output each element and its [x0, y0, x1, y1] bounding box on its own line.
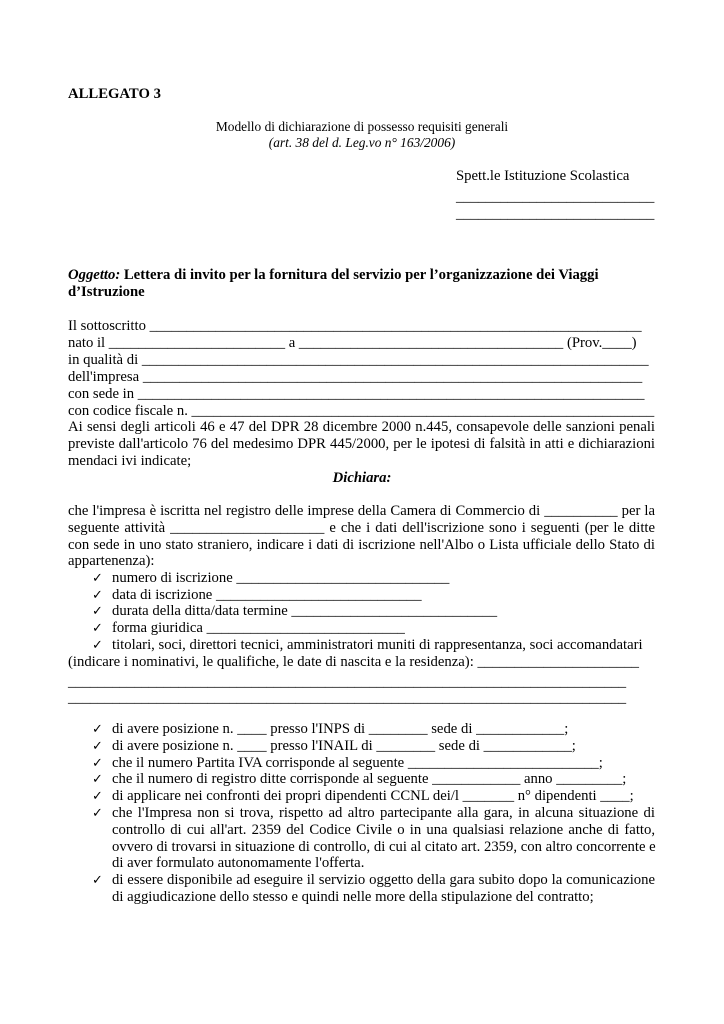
check-icon: ✓	[92, 620, 103, 635]
registration-item: titolari, soci, direttori tecnici, amministratori muniti di rappresentanza, soci accomandatari	[112, 637, 643, 653]
form-field-line: dell'impresa ____________________________________________________________________	[68, 369, 643, 385]
subject-label: Oggetto:	[68, 267, 121, 283]
registration-item: data di iscrizione ____________________________	[112, 587, 422, 603]
check-icon: ✓	[92, 754, 103, 770]
law-reference: (art. 38 del d. Leg.vo n° 163/2006)	[268, 135, 456, 150]
check-icon: ✓	[92, 570, 103, 585]
declaration-line: di essere disponibile ad eseguire il servizio oggetto della gara subito dopo la comunicazione	[112, 872, 655, 889]
declaration-line: di applicare nei confronti dei propri dipendenti CCNL dei/l _______ n° dipendenti ____;	[112, 788, 634, 805]
declares-heading: Dichiara:	[332, 470, 392, 486]
check-icon: ✓	[92, 721, 103, 736]
recipient-line: ___________________________	[456, 189, 655, 205]
check-icon: ✓	[92, 737, 103, 753]
declaration-line: che il numero Partita IVA corrisponde al seguente __________________________;	[112, 754, 603, 771]
subtitle: Modello di dichiarazione di possesso requisiti generali	[215, 119, 509, 134]
subject	[68, 267, 599, 283]
registration-tail: (indicare i nominativi, le qualifiche, le date di nascita e la residenza): ______________________	[68, 654, 640, 670]
form-field-line: in qualità di _____________________________________________________________________	[68, 352, 649, 368]
blank-line: ____________________________________________________________________________	[68, 690, 627, 706]
premise-line: mendaci ivi indicate;	[68, 453, 192, 469]
form-field-line: nato il ________________________ a ____________________________________ (Prov.____)	[68, 335, 637, 351]
declaration-line: che l'Impresa non si trova, rispetto ad altro partecipante alla gara, in alcuna situazione di	[112, 805, 655, 821]
declaration-line: di aver formulato autonomamente l'offerta.	[112, 855, 365, 872]
check-icon: ✓	[92, 872, 103, 888]
check-icon: ✓	[92, 637, 103, 652]
premise-line: Ai sensi degli articoli 46 e 47 del DPR 28 dicembre 2000 n.445, consapevole delle sanzioni penali	[68, 419, 655, 435]
declaration-line: ovvero di trovarsi in situazione di controllo, di cui al citato art. 2359, con altro concorrente e	[112, 838, 656, 855]
subject-text: Lettera di invito per la fornitura del servizio per l’organizzazione dei Viaggi	[120, 267, 599, 283]
attachment-title: ALLEGATO 3	[68, 86, 161, 102]
registration-line: appartenenza):	[68, 553, 155, 569]
blank-line: ____________________________________________________________________________	[68, 674, 627, 690]
registration-item: numero di iscrizione _____________________________	[112, 570, 450, 586]
registration-line: seguente attività _____________________ e che i dati dell'iscrizione sono i seguenti (per le ditte	[68, 520, 655, 536]
declaration-line: controllo di cui all'art. 2359 del Codice Civile o in una qualsiasi relazione anche di fatto,	[112, 821, 655, 838]
check-icon: ✓	[92, 771, 103, 787]
registration-line: che l'impresa è iscritta nel registro delle imprese della Camera di Commercio di __________ per la	[68, 503, 655, 519]
declaration-line: di aggiudicazione dello stesso e quindi nelle more della stipulazione del contratto;	[112, 889, 594, 905]
declaration-line: che il numero di registro ditte corrisponde al seguente ____________ anno _________;	[112, 771, 627, 788]
check-icon: ✓	[92, 603, 103, 618]
recipient: Spett.le Istituzione Scolastica	[456, 168, 630, 184]
form-field-line: con sede in _____________________________________________________________________	[68, 386, 645, 402]
declaration-line: di avere posizione n. ____ presso l'INPS di ________ sede di ____________;	[112, 721, 569, 737]
check-icon: ✓	[92, 788, 103, 804]
form-field-line: con codice fiscale n. _______________________________________________________________	[68, 403, 655, 419]
form-field-line: Il sottoscritto ___________________________________________________________________	[68, 318, 642, 334]
subject-text-cont: d’Istruzione	[68, 284, 145, 300]
premise-line: previste dall'articolo 76 del medesimo DPR 445/2000, per le ipotesi di falsità in atti e dichiarazioni	[68, 436, 655, 452]
registration-item: forma giuridica ___________________________	[112, 620, 405, 636]
declaration-line: di avere posizione n. ____ presso l'INAIL di ________ sede di ____________;	[112, 737, 576, 754]
check-icon: ✓	[92, 805, 103, 820]
registration-item: durata della ditta/data termine ____________________________	[112, 603, 498, 619]
registration-line: con sede in uno stato straniero, indicare i dati di iscrizione nell'Albo o Lista ufficiale dello Stato di	[68, 537, 655, 553]
recipient-line: ___________________________	[456, 206, 655, 222]
check-icon: ✓	[92, 587, 103, 602]
